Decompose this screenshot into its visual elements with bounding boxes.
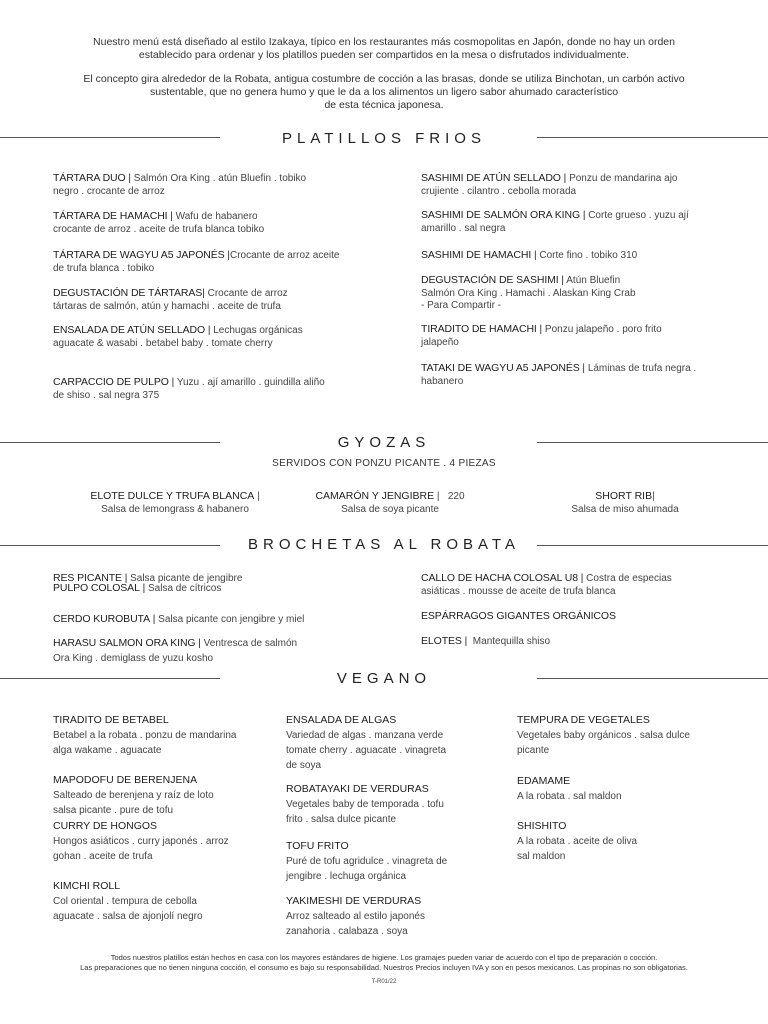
menu-item [286, 895, 425, 939]
item-name: EDAMAME [517, 775, 571, 787]
menu-item [53, 287, 288, 313]
item-desc: Lechugas orgánicas [213, 325, 303, 336]
item-desc: jalapeño [421, 336, 459, 348]
item-desc: de shiso . sal negra 375 [53, 389, 160, 401]
item-desc: Ora King . demiglass de yuzu kosho [53, 652, 214, 664]
menu-item [286, 783, 444, 827]
separator: | [227, 250, 230, 261]
item-desc: Betabel a la robata . ponzu de mandarina [53, 730, 237, 741]
item-desc: salsa picante . pure de tofu [53, 805, 174, 816]
gyoza-item [510, 490, 740, 516]
menu-item [421, 572, 672, 598]
item-name: ESPÁRRAGOS GIGANTES ORGÁNICOS [421, 610, 616, 622]
item-desc: tomate cherry . aguacate . vinagreta [286, 745, 447, 756]
intro-line: Nuestro menú está diseñado al estilo Izakaya, típico en los restaurantes más cosmopolitas en Japón, donde no hay un orden [93, 36, 675, 48]
gyozas-subtitle: SERVIDOS CON PONZU PICANTE . 4 PIEZAS [272, 458, 496, 469]
separator: | [207, 325, 211, 336]
item-desc: zanahoria . calabaza . soya [286, 926, 408, 937]
separator: | [582, 363, 586, 374]
item-desc: gohan . aceite de trufa [53, 851, 153, 862]
intro-line: establecido para ordenar y los platillos pueden ser compartidos en la mesa o disfrutados individualmente. [138, 49, 630, 61]
separator: | [652, 491, 655, 502]
item-desc: sal maldon [517, 851, 566, 862]
menu-item [53, 210, 264, 236]
item-desc: Salsa de soya picante [341, 504, 439, 515]
item-name: ENSALADA DE ALGAS [286, 714, 397, 726]
item-desc: de trufa blanca . tobiko [53, 262, 155, 274]
separator: | [582, 210, 586, 221]
item-desc: Mantequilla shiso [472, 636, 551, 647]
item-name: CARPACCIO DE PULPO [53, 376, 169, 388]
item-desc: Crocante de arroz [207, 288, 288, 299]
separator: | [561, 275, 565, 286]
item-desc: asiáticas . mousse de aceite de trufa blanca [421, 585, 616, 597]
item-name: TEMPURA DE VEGETALES [517, 714, 650, 726]
footer-disclaimer [20, 953, 748, 973]
item-desc: Wafu de habanero [175, 211, 258, 222]
item-desc: Salteado de berenjena y raíz de loto [53, 790, 214, 801]
item-name: SASHIMI DE SALMÓN ORA KING [421, 209, 581, 221]
item-desc: crocante de arroz . aceite de trufa blanca tobiko [53, 223, 265, 235]
item-desc: Ponzu de mandarina ajo [569, 173, 678, 184]
menu-item [286, 840, 447, 884]
separator: | [436, 491, 440, 502]
item-name: ROBATAYAKI DE VERDURAS [286, 783, 429, 795]
menu-item [53, 714, 236, 758]
intro-paragraph-2 [40, 73, 728, 112]
item-name: CERDO KUROBUTA [53, 613, 150, 625]
item-name: SHISHITO [517, 820, 567, 832]
item-desc: Atún Bluefin [566, 275, 621, 286]
gyoza-item [60, 490, 290, 516]
separator: | [580, 573, 584, 584]
menu-item [53, 637, 297, 665]
menu-item [517, 714, 690, 758]
separator: | [124, 573, 128, 584]
item-desc: aguacate & wasabi . betabel baby . tomate cherry [53, 337, 273, 349]
item-desc: Salmón Ora King . Hamachi . Alaskan King Crab [421, 287, 636, 299]
item-name: SASHIMI DE HAMACHI [421, 249, 532, 261]
item-name: CAMARÓN Y JENGIBRE [315, 490, 435, 502]
item-desc: Salsa de cítricos [148, 583, 222, 594]
intro-paragraph-1 [40, 36, 728, 62]
separator: | [198, 638, 201, 649]
item-name: SHORT RIB [595, 490, 653, 502]
item-desc: de soya [286, 760, 322, 771]
item-price: 220 [447, 491, 465, 502]
menu-item [286, 714, 446, 773]
menu-item [421, 172, 677, 198]
item-name: ELOTE DULCE Y TRUFA BLANCA [90, 490, 255, 502]
separator: | [563, 173, 567, 184]
item-desc: Hongos asiáticos . curry japonés . arroz [53, 836, 229, 847]
item-desc: Ponzu jalapeño . poro frito [544, 324, 662, 335]
item-desc: Ventresca de salmón [203, 638, 298, 649]
separator: | [170, 211, 173, 222]
item-desc: alga wakame . aguacate [53, 745, 162, 756]
intro-line: sustentable, que no genera humo y que le da a los alimentos un ligero sabor ahumado característico [149, 86, 619, 98]
item-desc: Corte grueso . yuzu ají [588, 210, 689, 221]
item-desc: Variedad de algas . manzana verde [286, 730, 444, 741]
item-desc: tártaras de salmón, atún y hamachi . aceite de trufa [53, 300, 281, 312]
item-name: TÁRTARA DE WAGYU A5 JAPONÉS [53, 249, 225, 261]
item-name: CURRY DE HONGOS [53, 820, 158, 832]
menu-item [53, 880, 203, 924]
separator: | [539, 324, 543, 335]
item-name: TATAKI DE WAGYU A5 JAPONÉS [421, 362, 580, 374]
item-desc: frito . salsa dulce picante [286, 814, 397, 825]
item-desc: Arroz salteado al estilo japonés [286, 911, 425, 922]
menu-item [53, 249, 339, 275]
intro-line: El concepto gira alrededor de la Robata, antigua costumbre de cocción a las brasas, donde se utiliza Binchotan, un carbón activo [83, 73, 685, 85]
menu-item [53, 820, 229, 864]
document-code: T-R01/22 [371, 979, 397, 985]
intro-line: de esta técnica japonesa. [324, 99, 444, 111]
item-name: MAPODOFU DE BERENJENA [53, 774, 198, 786]
section-title-gyozas: GYOZAS [337, 434, 431, 451]
item-desc: Salsa de miso ahumada [571, 504, 679, 515]
separator: | [152, 614, 156, 625]
menu-item [421, 209, 689, 235]
item-name: PULPO COLOSAL [53, 582, 140, 594]
separator: | [202, 288, 205, 299]
item-name: DEGUSTACIÓN DE SASHIMI [421, 274, 559, 286]
item-desc: Vegetales baby de temporada . tofu [286, 799, 444, 810]
item-desc: negro . crocante de arroz [53, 185, 165, 197]
item-desc: Salsa picante de jengibre [130, 573, 243, 584]
section-title-platillos-frios: PLATILLOS FRIOS [282, 130, 486, 147]
item-name: DEGUSTACIÓN DE TÁRTARAS [53, 287, 203, 299]
item-name: YAKIMESHI DE VERDURAS [286, 895, 422, 907]
separator: | [464, 636, 468, 647]
item-name: ELOTES [421, 635, 462, 647]
menu-item [53, 376, 325, 402]
item-desc: Crocante de arroz aceite [229, 250, 340, 261]
separator: | [128, 173, 131, 184]
item-desc: Puré de tofu agridulce . vinagreta de [286, 856, 448, 867]
separator: | [142, 583, 146, 594]
item-name: KIMCHI ROLL [53, 880, 121, 892]
item-name: SASHIMI DE ATÚN SELLADO [421, 172, 561, 184]
separator: | [534, 250, 537, 261]
item-desc: Corte fino . tobiko 310 [539, 250, 638, 261]
section-title-brochetas: BROCHETAS AL ROBATA [248, 536, 520, 553]
menu-item [421, 274, 636, 313]
menu-item [421, 249, 637, 263]
item-name: TÁRTARA DE HAMACHI [53, 210, 168, 222]
item-desc: Yuzu . ají amarillo . guindilla aliño [176, 377, 325, 388]
footer-line: Todos nuestros platillos están hechos en casa con los mayores estándares de higiene. Los gramajes pueden variar de acuerdo con el tipo de preparación o cocción. [110, 953, 658, 962]
item-desc: - Para Compartir - [421, 300, 502, 311]
menu-item [53, 774, 214, 818]
menu-item [421, 610, 616, 624]
menu-item [53, 582, 221, 596]
item-desc: Vegetales baby orgánicos . salsa dulce [517, 730, 690, 741]
item-desc: crujiente . cilantro . cebolla morada [421, 185, 577, 197]
menu-item [421, 323, 662, 349]
item-name: ENSALADA DE ATÚN SELLADO [53, 324, 206, 336]
menu-item [421, 362, 696, 388]
item-name: TIRADITO DE HAMACHI [421, 323, 537, 335]
item-desc: Láminas de trufa negra . [587, 363, 697, 374]
section-title-vegano: VEGANO [336, 670, 432, 687]
item-desc: aguacate . salsa de ajonjolí negro [53, 911, 203, 922]
item-name: CALLO DE HACHA COLOSAL U8 [421, 572, 578, 584]
item-name: HARASU SALMON ORA KING [53, 637, 196, 649]
item-name: TÁRTARA DUO [53, 172, 126, 184]
item-name: TOFU FRITO [286, 840, 349, 852]
item-desc: Salmón Ora King . atún Bluefin . tobiko [133, 173, 307, 184]
item-desc: Salsa picante con jengibre y miel [158, 614, 305, 625]
item-desc: Salsa de lemongrass & habanero [101, 504, 249, 515]
item-desc: picante [517, 745, 550, 756]
gyoza-item [275, 490, 505, 516]
menu-item [517, 820, 637, 864]
item-desc: Costra de especias [586, 573, 672, 584]
item-desc: A la robata . sal maldon [517, 791, 622, 802]
separator: | [257, 491, 260, 502]
menu-item [53, 324, 303, 350]
item-desc: amarillo . sal negra [421, 222, 506, 234]
menu-item [517, 775, 622, 804]
menu-item [53, 172, 306, 198]
separator: | [171, 377, 175, 388]
menu-item [53, 613, 304, 627]
item-desc: habanero [421, 375, 464, 387]
item-name: TIRADITO DE BETABEL [53, 714, 169, 726]
item-name: RES PICANTE [53, 572, 122, 584]
footer-line: Las preparaciones que no tienen ninguna cocción, el consumo es bajo su responsabilidad. Nuestros Precios incluyen IVA y son en pesos mexicanos. Las propinas no son obligatorias. [80, 963, 688, 972]
item-desc: Col oriental . tempura de cebolla [53, 896, 197, 907]
item-desc: jengibre . lechuga orgánica [286, 871, 407, 882]
menu-item [421, 635, 550, 649]
item-desc: A la robata . aceite de oliva [517, 836, 638, 847]
